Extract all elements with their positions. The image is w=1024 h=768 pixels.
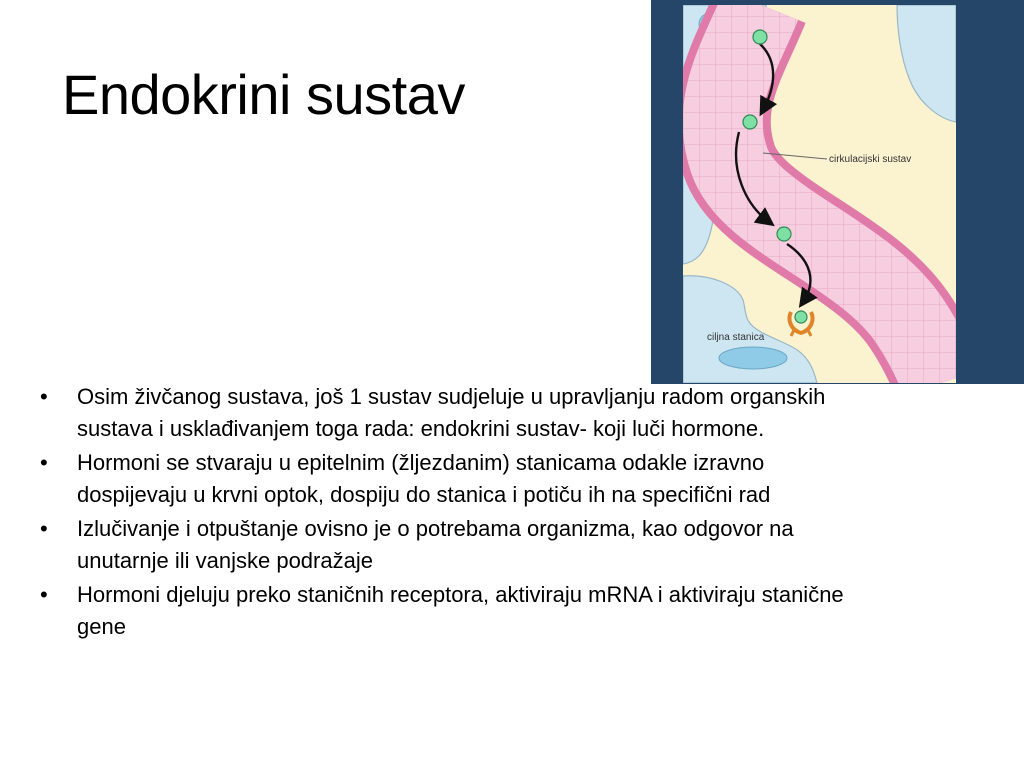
- hormone-icon: [743, 115, 757, 129]
- bullet-text: Hormoni djeluju preko staničnih receptora, aktiviraju mRNA i aktiviraju stanične gene: [77, 582, 844, 639]
- bullet-text: Hormoni se stvaraju u epitelnim (žljezdanim) stanicama odakle izravno dospijevaju u krvni optok, dospiju do stanica i potiču ih na specifični rad: [77, 450, 771, 507]
- bullet-list: [40, 381, 880, 645]
- circulatory-system-label: cirkulacijski sustav: [829, 154, 912, 165]
- bullet-text: Osim živčanog sustava, još 1 sustav sudjeluje u upravljanju radom organskih sustava i usklađivanjem toga rada: endokrini sustav- koji luči hormone.: [77, 384, 826, 441]
- slide-title: Endokrini sustav: [62, 63, 465, 126]
- bullet-item: [40, 579, 880, 643]
- bullet-item: [40, 381, 880, 445]
- hormone-icon: [753, 30, 767, 44]
- hormone-icon: [777, 227, 791, 241]
- target-nucleus-icon: [719, 347, 787, 369]
- target-cell-label: ciljna stanica: [707, 332, 765, 343]
- bullet-text: Izlučivanje i otpuštanje ovisno je o potrebama organizma, kao odgovor na unutarnje ili vanjske podražaje: [77, 516, 794, 573]
- bullet-item: [40, 447, 880, 511]
- bullet-marker: •: [40, 516, 48, 541]
- bullet-item: [40, 513, 880, 577]
- bullet-marker: •: [40, 384, 48, 409]
- endocrine-diagram: [651, 0, 1024, 384]
- bullet-marker: •: [40, 582, 48, 607]
- endocrine-diagram-svg: [651, 0, 1024, 384]
- bullet-marker: •: [40, 450, 48, 475]
